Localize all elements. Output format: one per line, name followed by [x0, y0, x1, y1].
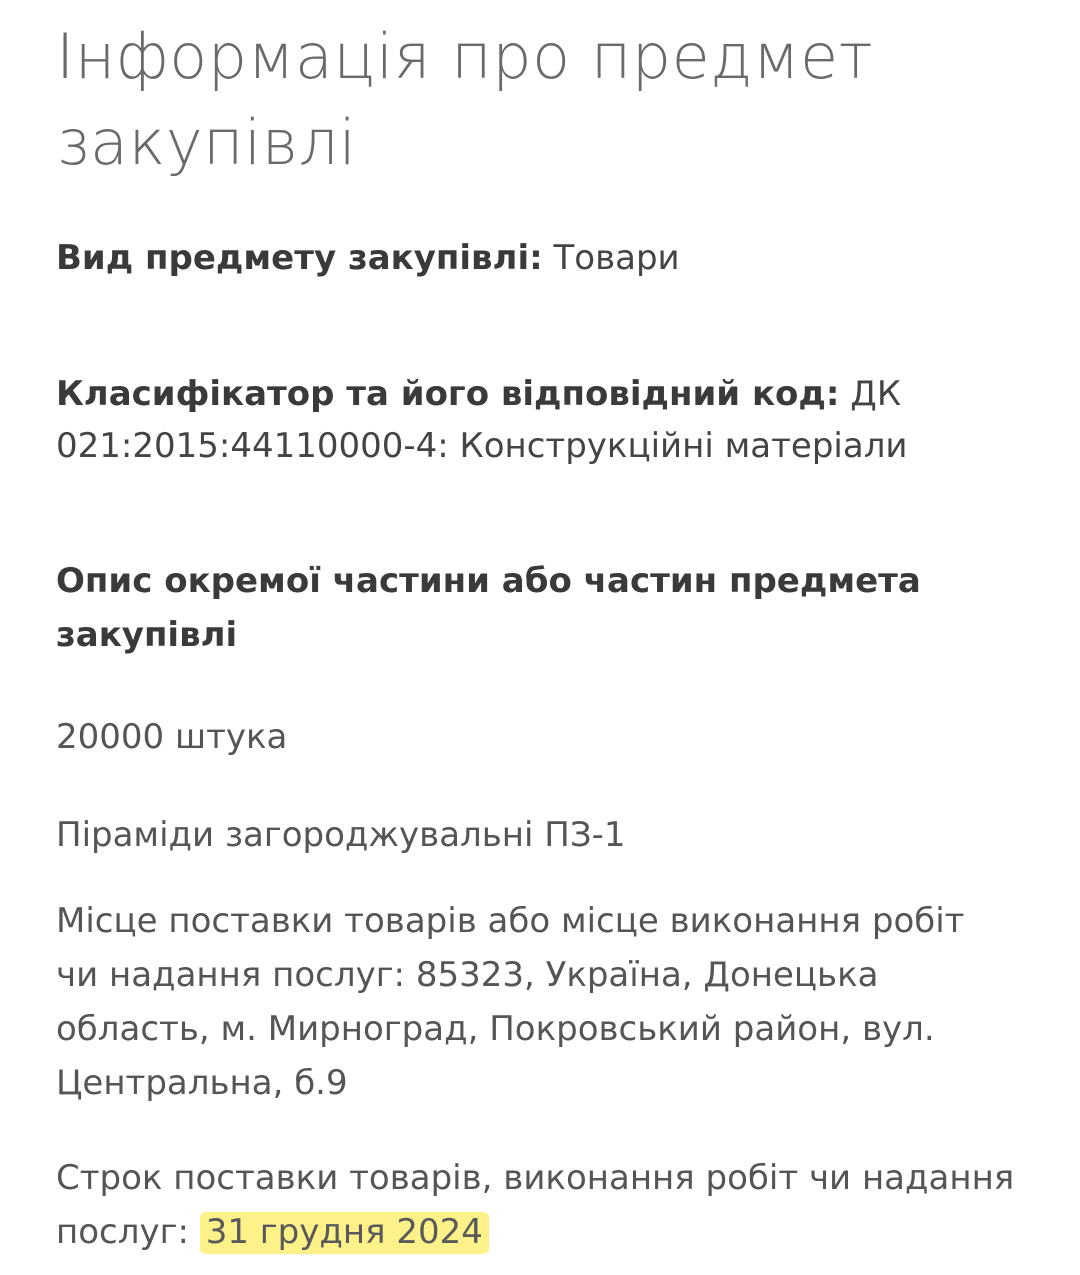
lot-item-name: Піраміди загороджувальні ПЗ-1	[56, 815, 626, 855]
delivery-term-label: Строк поставки товарів, виконання робіт чи надання послуг:	[56, 1158, 1015, 1252]
procurement-type-value: Товари	[553, 238, 680, 278]
procurement-type-field	[56, 232, 1016, 284]
lot-quantity: 20000 штука	[56, 717, 288, 757]
page-title: Інформація про предмет закупівлі	[56, 20, 874, 179]
procurement-type-label: Вид предмету закупівлі:	[56, 238, 543, 278]
lot-description-heading: Опис окремої частини або частин предмета закупівлі	[56, 561, 921, 655]
delivery-term-date: 31 грудня 2024	[200, 1212, 489, 1254]
classifier-value: ДК 021:2015:44110000-4: Конструкційні матеріали	[56, 374, 908, 466]
delivery-term	[56, 1151, 1016, 1259]
classifier-label: Класифікатор та його відповідний код:	[56, 374, 840, 414]
delivery-place: Місце поставки товарів або місце виконання робіт чи надання послуг: 85323, Україна, Донецька область, м. Мирноград, Покровський район, вул. Центральна, б.9	[56, 901, 965, 1103]
classifier-field	[56, 368, 1016, 472]
